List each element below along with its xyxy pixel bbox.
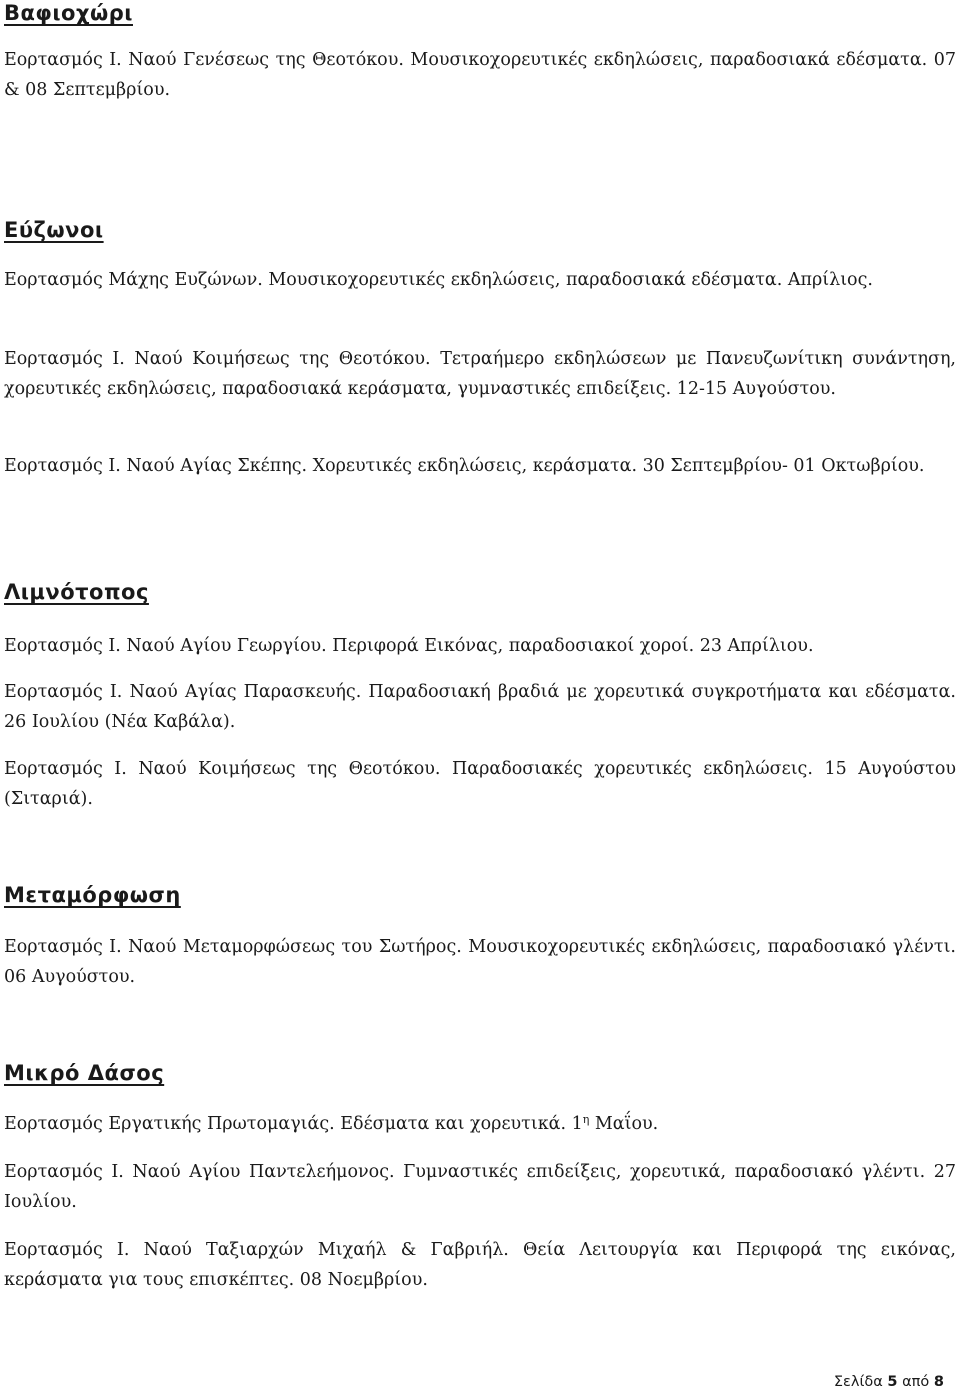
page-of-label: από (902, 1374, 930, 1390)
page-total: 8 (933, 1374, 944, 1390)
entry-mikro-dasos-1-text: Εορτασμός Εργατικής Πρωτομαγιάς. Εδέσματα και χορευτικά. 1 (4, 1114, 583, 1134)
entry-evzonoi-3: Εορτασμός Ι. Ναού Αγίας Σκέπης. Χορευτικές εκδηλώσεις, κεράσματα. 30 Σεπτεμβρίου- 01 Οκτωβρίου. (4, 456, 925, 476)
page-current: 5 (887, 1374, 898, 1390)
entry-limnotopos-1: Εορτασμός Ι. Ναού Αγίου Γεωργίου. Περιφορά Εικόνας, παραδοσιακοί χοροί. 23 Απρίλιου. (4, 636, 814, 656)
entry-mikro-dasos-2: Εορτασμός Ι. Ναού Αγίου Παντελεήμονος. Γυμναστικές επιδείξεις, χορευτικά, παραδοσιακό γλέντι. 27 Ιουλίου. (4, 1162, 956, 1212)
section-heading-evzonoi: Εύζωνοι (4, 218, 104, 242)
page-footer (834, 1374, 944, 1390)
entry-vafiochori-1: Εορτασμός Ι. Ναού Γενέσεως της Θεοτόκου. Μουσικοχορευτικές εκδηλώσεις, παραδοσιακά εδέσματα. 07 & 08 Σεπτεμβρίου. (4, 50, 956, 100)
entry-limnotopos-3: Εορτασμός Ι. Ναού Κοιμήσεως της Θεοτόκου. Παραδοσιακές χορευτικές εκδηλώσεις. 15 Αυγούστου (Σιταριά). (4, 759, 956, 809)
section-heading-mikro-dasos: Μικρό Δάσος (4, 1061, 165, 1085)
entry-mikro-dasos-1-date: Μαΐου. (589, 1114, 659, 1134)
entry-limnotopos-2: Εορτασμός Ι. Ναού Αγίας Παρασκευής. Παραδοσιακή βραδιά με χορευτικά συγκροτήματα και εδέσματα. 26 Ιουλίου (Νέα Καβάλα). (4, 682, 956, 732)
section-heading-vafiochori: Βαφιοχώρι (4, 1, 133, 25)
entry-evzonoi-1: Εορτασμός Μάχης Ευζώνων. Μουσικοχορευτικές εκδηλώσεις, παραδοσιακά εδέσματα. Απρίλιος. (4, 270, 873, 290)
section-heading-metamorfosi: Μεταμόρφωση (4, 883, 181, 907)
entry-mikro-dasos-3: Εορτασμός Ι. Ναού Ταξιαρχών Μιχαήλ & Γαβριήλ. Θεία Λειτουργία και Περιφορά της εικόνας, κεράσματα για τους επισκέπτες. 08 Νοεμβρίου. (4, 1240, 956, 1290)
entry-metamorfosi-1: Εορτασμός Ι. Ναού Μεταμορφώσεως του Σωτήρος. Μουσικοχορευτικές εκδηλώσεις, παραδοσιακό γλέντι. 06 Αυγούστου. (4, 937, 956, 987)
section-heading-limnotopos: Λιμνότοπος (4, 580, 149, 604)
entry-mikro-dasos-1 (4, 1109, 956, 1139)
page-label: Σελίδα (833, 1374, 883, 1390)
entry-evzonoi-2: Εορτασμός Ι. Ναού Κοιμήσεως της Θεοτόκου. Τετραήμερο εκδηλώσεων με Πανευζωνίτικη συνάντηση, χορευτικές εκδηλώσεις, παραδοσιακά κεράσματα, γυμναστικές επιδείξεις. 12-15 Αυγούστου. (4, 349, 956, 399)
ordinal-superscript: η (582, 1113, 590, 1126)
